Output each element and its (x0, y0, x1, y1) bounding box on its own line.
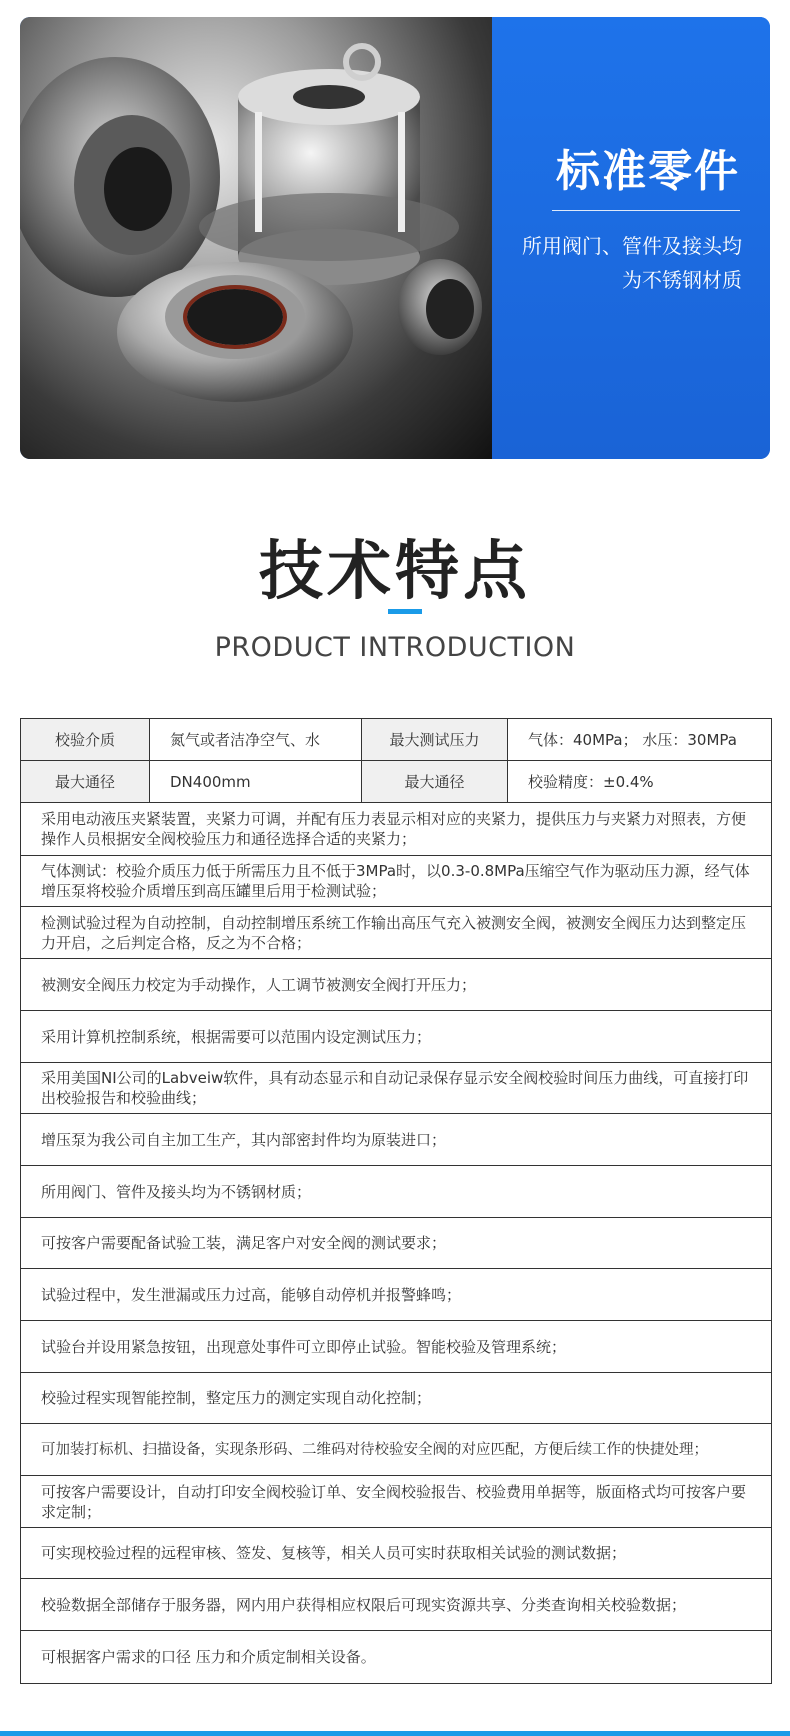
spec-label: 校验介质 (21, 719, 150, 760)
feature-item: 可根据客户需求的口径 压力和介质定制相关设备。 (41, 1648, 376, 1666)
hero-description: 所用阀门、管件及接头均为不锈钢材质 (522, 234, 742, 292)
hero-banner (20, 17, 770, 459)
section-subtitle: PRODUCT INTRODUCTION (214, 632, 576, 663)
spec-value: DN400mm (150, 761, 362, 802)
spec-value: 气体：40MPa； 水压：30MPa (528, 731, 737, 749)
spec-label: 最大通径 (362, 761, 508, 802)
feature-item: 可实现校验过程的远程审核、签发、复核等，相关人员可实时获取相关试验的测试数据； (21, 1528, 771, 1579)
bottom-accent-bar (0, 1731, 790, 1736)
spec-label: 最大通径 (21, 761, 150, 802)
spec-value: 校验精度：±0.4% (528, 773, 654, 791)
spec-label: 最大测试压力 (362, 719, 508, 760)
feature-item: 可加装打标机、扫描设备，实现条形码、二维码对待校验安全阀的对应匹配，方便后续工作的快捷处理； (21, 1424, 771, 1476)
feature-item: 采用美国NI公司的Labveiw软件，具有动态显示和自动记录保存显示安全阀校验时间压力曲线，可直接打印出校验报告和校验曲线； (21, 1063, 771, 1114)
feature-item: 增压泵为我公司自主加工生产，其内部密封件均为原装进口； (21, 1114, 771, 1166)
spec-value: 氮气或者洁净空气、水 (150, 719, 362, 760)
hero-divider (552, 210, 740, 211)
feature-item: 采用电动液压夹紧装置，夹紧力可调，并配有压力表显示相对应的夹紧力，提供压力与夹紧力对照表，方便操作人员根据安全阀校验压力和通径选择合适的夹紧力； (21, 803, 771, 856)
feature-item: 采用计算机控制系统，根据需要可以范围内设定测试压力； (21, 1011, 771, 1063)
feature-item: 气体测试：校验介质压力低于所需压力且不低于3MPa时，以0.3-0.8MPa压缩空气作为驱动压力源，经气体增压泵将校验介质增压到高压罐里后用于检测试验； (21, 856, 771, 907)
feature-item: 校验数据全部储存于服务器，网内用户获得相应权限后可现实资源共享、分类查询相关校验数据； (21, 1579, 771, 1631)
section-title-underline (388, 609, 422, 614)
spec-table (20, 718, 772, 1684)
feature-item: 试验台并设用紧急按钮，出现意处事件可立即停止试验。智能校验及管理系统； (21, 1321, 771, 1373)
feature-item: 可按客户需要设计，自动打印安全阀校验订单、安全阀校验报告、校验费用单据等，版面格式均可按客户要求定制； (21, 1476, 771, 1528)
hero-text-panel (492, 17, 770, 459)
spec-row (21, 761, 771, 803)
hero-title: 标准零件 (556, 146, 740, 197)
section-title: 技术特点 (259, 535, 531, 609)
spec-row (21, 719, 771, 761)
feature-item: 所用阀门、管件及接头均为不锈钢材质； (21, 1166, 771, 1218)
feature-item: 试验过程中，发生泄漏或压力过高，能够自动停机并报警蜂鸣； (21, 1269, 771, 1321)
product-photo (20, 17, 492, 459)
feature-item: 可按客户需要配备试验工装，满足客户对安全阀的测试要求； (21, 1218, 771, 1269)
feature-item: 检测试验过程为自动控制，自动控制增压系统工作输出高压气充入被测安全阀，被测安全阀压力达到整定压力开启，之后判定合格，反之为不合格； (21, 907, 771, 959)
feature-item: 校验过程实现智能控制，整定压力的测定实现自动化控制； (21, 1373, 771, 1424)
feature-item: 被测安全阀压力校定为手动操作，人工调节被测安全阀打开压力； (21, 959, 771, 1011)
